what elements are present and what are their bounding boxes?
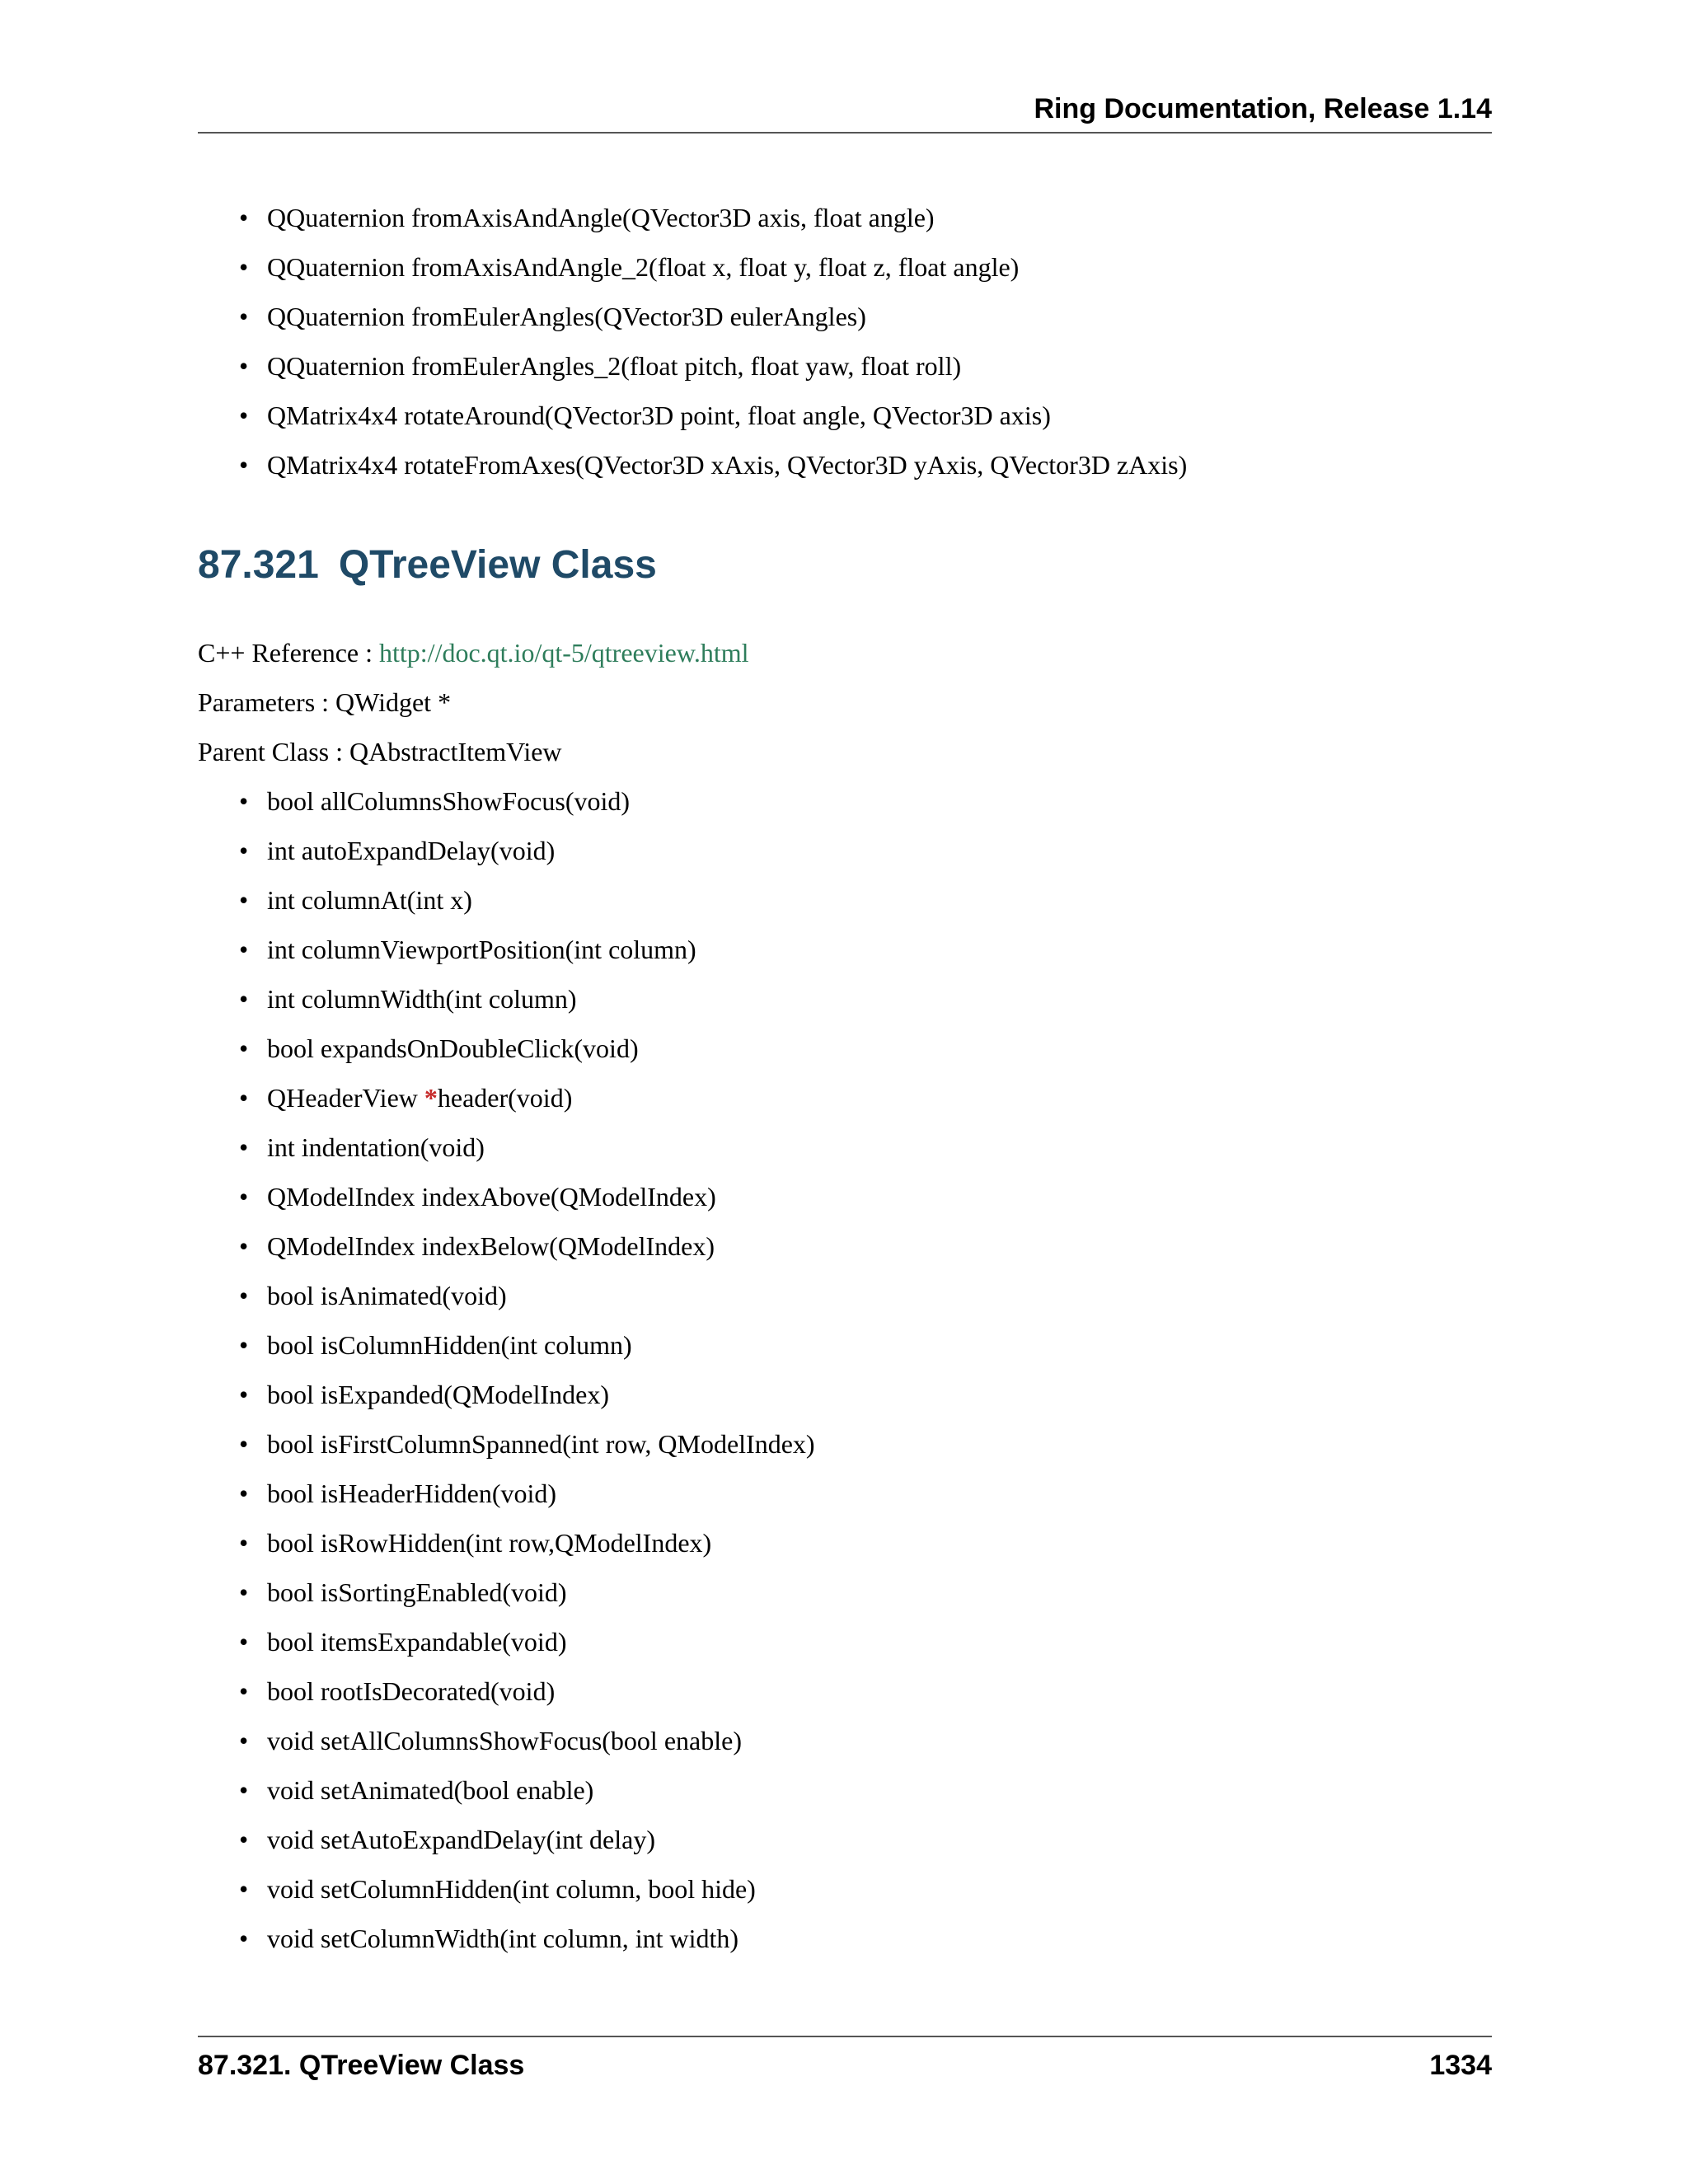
method-list-item: • QModelIndex indexAbove(QModelIndex)	[239, 1180, 815, 1230]
method-list-item: • void setColumnHidden(int column, bool hide)	[239, 1872, 815, 1922]
page-number: 1334	[1429, 2050, 1492, 2081]
method-list-item: • void setAutoExpandDelay(int delay)	[239, 1823, 815, 1872]
list-item: • QQuaternion fromAxisAndAngle(QVector3D axis, float angle)	[239, 201, 1187, 251]
method-list-item: • bool isSortingEnabled(void)	[239, 1576, 815, 1625]
method-list-item: • bool isFirstColumnSpanned(int row, QModelIndex)	[239, 1427, 815, 1477]
method-list-item: • void setAnimated(bool enable)	[239, 1774, 815, 1823]
method-list-item: • void setAllColumnsShowFocus(bool enable)	[239, 1724, 815, 1774]
list-item: • QQuaternion fromEulerAngles_2(float pitch, float yaw, float roll)	[239, 349, 1187, 399]
quaternion-method-list	[239, 201, 1187, 498]
method-list-item: • bool itemsExpandable(void)	[239, 1625, 815, 1675]
list-item: • QQuaternion fromAxisAndAngle_2(float x, float y, float z, float angle)	[239, 251, 1187, 300]
method-list-item: • QModelIndex indexBelow(QModelIndex)	[239, 1230, 815, 1279]
method-list-item: • bool isAnimated(void)	[239, 1279, 815, 1329]
cpp-reference-link[interactable]: http://doc.qt.io/qt-5/qtreeview.html	[379, 638, 749, 668]
method-list-item: • int columnViewportPosition(int column)	[239, 933, 815, 982]
page-footer	[198, 2036, 1492, 2087]
qtreeview-method-list	[239, 785, 815, 1971]
method-list-item: • bool isHeaderHidden(void)	[239, 1477, 815, 1526]
section-number: 87.321	[198, 543, 319, 587]
list-item: • QMatrix4x4 rotateAround(QVector3D point, float angle, QVector3D axis)	[239, 399, 1187, 448]
page-header	[198, 92, 1492, 134]
method-list-item: • bool isExpanded(QModelIndex)	[239, 1378, 815, 1427]
parent-class-line: Parent Class : QAbstractItemView	[198, 737, 562, 766]
method-list-item: • bool allColumnsShowFocus(void)	[239, 785, 815, 834]
method-list-item: • int columnWidth(int column)	[239, 982, 815, 1032]
method-list-item: • bool isColumnHidden(int column)	[239, 1329, 815, 1378]
footer-section-title: 87.321. QTreeView Class	[198, 2050, 525, 2081]
section-heading	[198, 541, 657, 590]
method-list-item: • int autoExpandDelay(void)	[239, 834, 815, 883]
method-list-item: • int columnAt(int x)	[239, 883, 815, 933]
method-list-item: • bool rootIsDecorated(void)	[239, 1675, 815, 1724]
cpp-reference-line	[198, 636, 749, 669]
method-list-item	[239, 1081, 815, 1131]
list-item: • QQuaternion fromEulerAngles(QVector3D eulerAngles)	[239, 300, 1187, 349]
list-item: • QMatrix4x4 rotateFromAxes(QVector3D xAxis, QVector3D yAxis, QVector3D zAxis)	[239, 448, 1187, 498]
parameters-line: Parameters : QWidget *	[198, 687, 452, 717]
method-list-item: • bool expandsOnDoubleClick(void)	[239, 1032, 815, 1081]
cpp-reference-label: C++ Reference :	[198, 638, 379, 668]
method-text-prefix: QHeaderView	[267, 1083, 424, 1113]
method-text-suffix: header(void)	[437, 1083, 573, 1113]
method-list-item: • bool isRowHidden(int row,QModelIndex)	[239, 1526, 815, 1576]
document-title: Ring Documentation, Release 1.14	[1034, 93, 1492, 124]
section-title: QTreeView Class	[338, 543, 657, 587]
pointer-asterisk: *	[424, 1083, 438, 1113]
method-list-item: • int indentation(void)	[239, 1131, 815, 1180]
method-list-item: • void setColumnWidth(int column, int width)	[239, 1922, 815, 1971]
